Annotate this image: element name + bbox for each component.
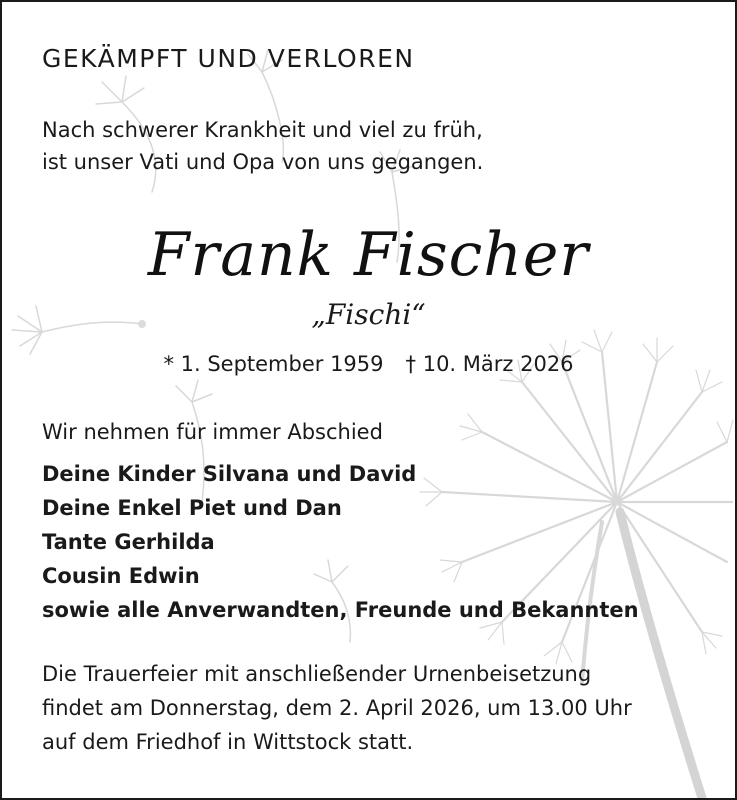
death-date: † 10. März 2026: [405, 352, 574, 376]
farewell-line: Wir nehmen für immer Abschied: [42, 420, 383, 444]
mourner-entry: sowie alle Anverwandten, Freunde und Bekannten: [42, 598, 639, 622]
service-line: Die Trauerfeier mit anschließender Urnenbeisetzung: [42, 662, 592, 686]
deceased-name: Frank Fischer: [147, 220, 590, 290]
service-line: auf dem Friedhof in Wittstock statt.: [42, 730, 414, 754]
life-dates: [2, 352, 735, 376]
service-line: findet am Donnerstag, dem 2. April 2026, um 13.00 Uhr: [42, 696, 632, 720]
mourner-entry: Tante Gerhilda: [42, 530, 215, 554]
mourner-entry: Deine Enkel Piet und Dan: [42, 496, 342, 520]
service-info: [42, 657, 632, 759]
headline: GEKÄMPFT UND VERLOREN: [42, 44, 415, 73]
intro-line: ist unser Vati und Opa von uns gegangen.: [42, 150, 484, 174]
intro-text: [42, 114, 483, 178]
deceased-nickname: „Fischi“: [311, 298, 426, 331]
mourners-list: [42, 457, 639, 627]
mourner-entry: Deine Kinder Silvana und David: [42, 462, 417, 486]
intro-line: Nach schwerer Krankheit und viel zu früh,: [42, 118, 483, 142]
mourner-entry: Cousin Edwin: [42, 564, 200, 588]
birth-date: * 1. September 1959: [163, 352, 384, 376]
